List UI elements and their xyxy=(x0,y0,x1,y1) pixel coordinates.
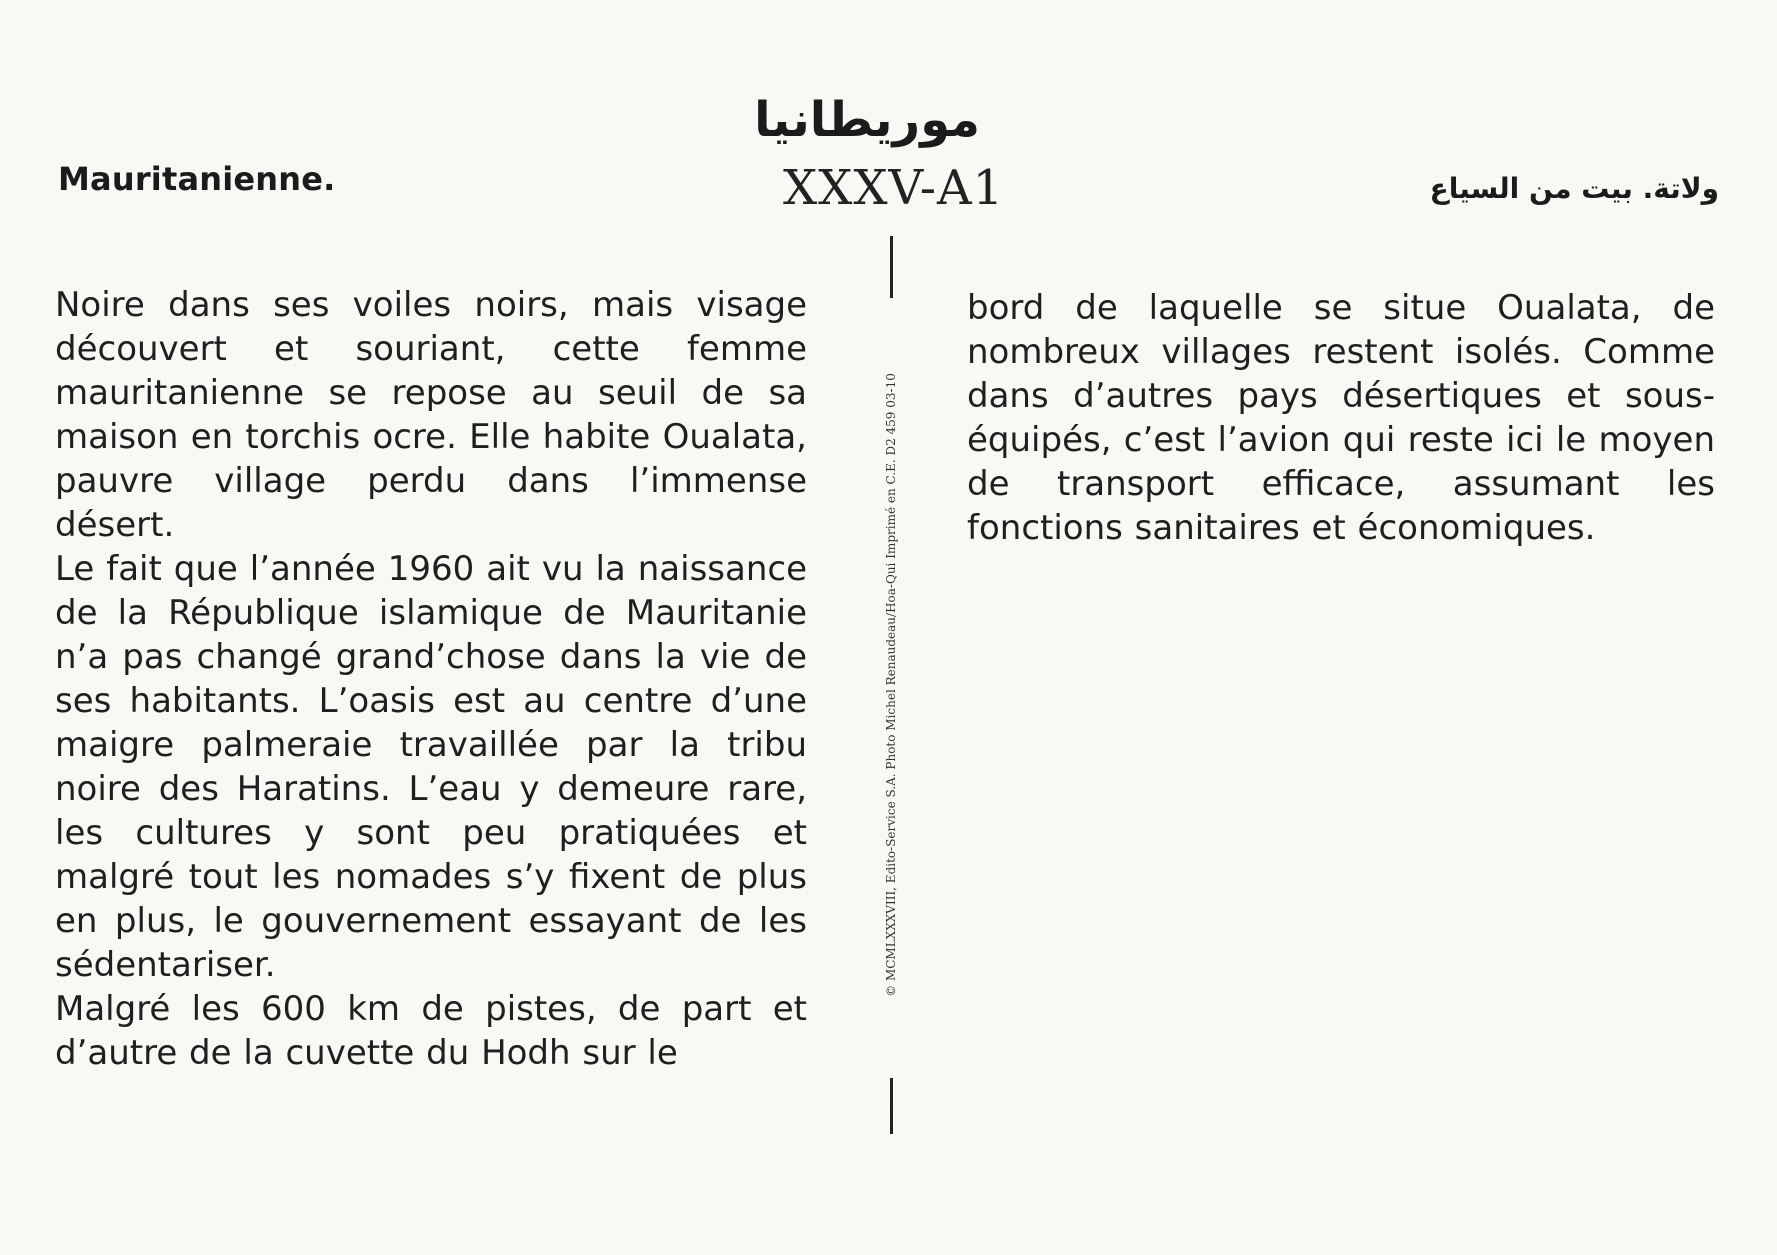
paragraph-1: Noire dans ses voiles noirs, mais visage découvert et souriant, cette femme mauritanienne se repose au seuil de sa maison en torchis ocre. Elle habite Oualata, pauvre village perdu dans l’immense désert. xyxy=(55,285,807,545)
center-divider-top xyxy=(890,236,893,298)
copyright-credit: © MCMLXXXVIII, Edito-Service S.A. Photo Michel Renaudeau/Hoa-Qui Imprimé en C.E. D2 459 03-10 xyxy=(884,373,898,997)
paragraph-3: Malgré les 600 km de pistes, de part et d’autre de la cuvette du Hodh sur le xyxy=(55,989,807,1073)
country-name-arabic: موريطانيا xyxy=(754,92,980,148)
description-left-column xyxy=(55,283,807,1075)
paragraph-2: Le fait que l’année 1960 ait vu la naissance de la République islamique de Mauritanie n’a pas changé grand’chose dans la vie de ses habitants. L’oasis est au centre d’une maigre palmeraie travaillée par la tribu noire des Haratins. L’eau y demeure rare, les cultures y sont peu pratiquées et malgré tout les nomades s’y fixent de plus en plus, le gouvernement essayant de les sédentariser. xyxy=(55,549,807,985)
center-divider-bottom xyxy=(890,1078,893,1134)
caption-french: Mauritanienne. xyxy=(58,160,336,198)
paragraph-4: bord de laquelle se situe Oualata, de nombreux villages restent isolés. Comme dans d’autres pays désertiques et sous-équipés, c’est l’avion qui reste ici le moyen de transport efficace, assumant les fonctions sanitaires et économiques. xyxy=(967,288,1715,548)
caption-arabic: ولاتة. بيت من السياع xyxy=(1429,172,1719,205)
description-right-column xyxy=(967,286,1715,550)
series-code: XXXV-A1 xyxy=(783,160,1005,216)
